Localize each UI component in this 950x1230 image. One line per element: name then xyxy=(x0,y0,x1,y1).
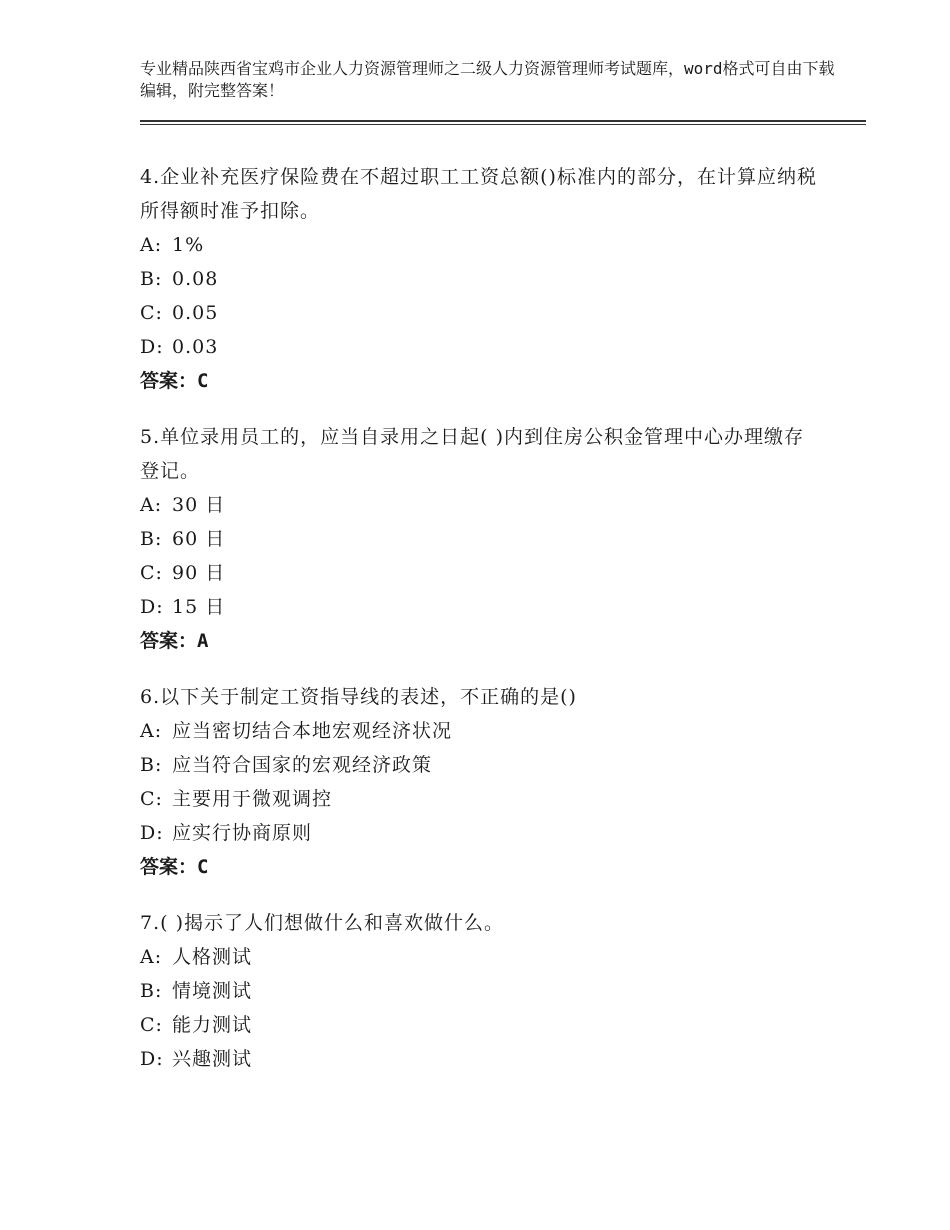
option-key: B: xyxy=(140,268,163,290)
question-4 xyxy=(140,160,820,398)
option-d xyxy=(140,590,820,624)
question-5 xyxy=(140,420,820,658)
option-b xyxy=(140,262,820,296)
header-rule-thin xyxy=(140,124,866,125)
question-stem: 5.单位录用员工的，应当自录用之日起( )内到住房公积金管理中心办理缴存登记。 xyxy=(140,426,804,482)
option-b xyxy=(140,522,820,556)
option-a xyxy=(140,228,820,262)
option-d xyxy=(140,1042,820,1076)
option-key: A: xyxy=(140,234,163,256)
question-stem: 4.企业补充医疗保险费在不超过职工工资总额()标准内的部分，在计算应纳税所得额时准予扣除。 xyxy=(140,166,817,222)
option-c xyxy=(140,296,820,330)
option-b xyxy=(140,748,820,782)
question-stem: 6.以下关于制定工资指导线的表述，不正确的是() xyxy=(140,686,577,708)
option-text: 应当符合国家的宏观经济政策 xyxy=(172,754,433,776)
option-text: 90 日 xyxy=(172,562,226,584)
option-b xyxy=(140,974,820,1008)
option-key: D: xyxy=(140,1048,164,1070)
option-key: B: xyxy=(140,754,163,776)
question-list xyxy=(140,160,820,1098)
option-text: 兴趣测试 xyxy=(172,1048,253,1070)
answer-label: 答案： xyxy=(140,856,198,878)
option-text: 应实行协商原则 xyxy=(172,822,313,844)
option-key: B: xyxy=(140,980,163,1002)
option-key: C: xyxy=(140,302,163,324)
option-text: 60 日 xyxy=(172,528,226,550)
option-text: 情境测试 xyxy=(172,980,253,1002)
option-key: D: xyxy=(140,822,164,844)
option-text: 0.03 xyxy=(172,336,219,358)
header-rule-thick xyxy=(140,120,866,122)
option-key: D: xyxy=(140,336,164,358)
answer-line xyxy=(140,624,820,658)
option-a xyxy=(140,488,820,522)
option-d xyxy=(140,330,820,364)
option-a xyxy=(140,714,820,748)
question-stem: 7.( )揭示了人们想做什么和喜欢做什么。 xyxy=(140,912,504,934)
option-d xyxy=(140,816,820,850)
option-text: 0.08 xyxy=(172,268,219,290)
option-text: 15 日 xyxy=(172,596,226,618)
option-key: A: xyxy=(140,494,163,516)
option-c xyxy=(140,782,820,816)
option-c xyxy=(140,1008,820,1042)
option-key: D: xyxy=(140,596,164,618)
option-text: 0.05 xyxy=(172,302,219,324)
option-key: B: xyxy=(140,528,163,550)
option-text: 1% xyxy=(172,234,205,256)
option-key: A: xyxy=(140,720,163,742)
answer-line xyxy=(140,850,820,884)
answer-value: A xyxy=(197,630,209,652)
option-key: C: xyxy=(140,788,163,810)
answer-label: 答案： xyxy=(140,370,198,392)
question-7 xyxy=(140,906,820,1076)
option-text: 能力测试 xyxy=(172,1014,253,1036)
option-text: 应当密切结合本地宏观经济状况 xyxy=(172,720,453,742)
option-key: C: xyxy=(140,562,163,584)
option-a xyxy=(140,940,820,974)
document-header: 专业精品陕西省宝鸡市企业人力资源管理师之二级人力资源管理师考试题库，word格式可自由下载编辑，附完整答案！ xyxy=(140,59,835,100)
option-c xyxy=(140,556,820,590)
option-text: 主要用于微观调控 xyxy=(172,788,333,810)
question-6 xyxy=(140,680,820,884)
option-text: 30 日 xyxy=(172,494,226,516)
answer-value: C xyxy=(197,370,209,392)
option-key: A: xyxy=(140,946,163,968)
answer-value: C xyxy=(197,856,209,878)
answer-line xyxy=(140,364,820,398)
option-text: 人格测试 xyxy=(172,946,253,968)
option-key: C: xyxy=(140,1014,163,1036)
answer-label: 答案： xyxy=(140,630,198,652)
